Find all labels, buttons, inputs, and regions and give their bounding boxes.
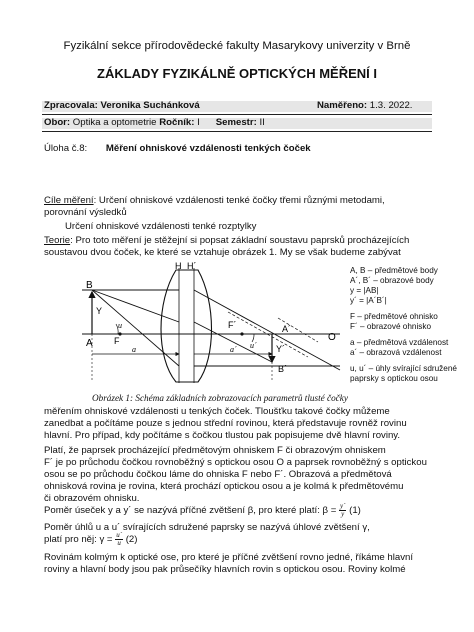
meta-divider-2 (42, 131, 432, 132)
goal-label: Cíle měření (44, 195, 94, 206)
goal-line-1 (44, 195, 385, 207)
task-title: Měření ohniskové vzdálenosti tenkých čoček (105, 143, 311, 154)
meta-divider-1 (42, 114, 432, 115)
theory-label: Teorie (44, 235, 71, 246)
label-F: F (114, 336, 120, 346)
label-B: B (86, 280, 93, 291)
paragraph-1-line: měřením ohniskové vzdálenosti u tenkých čoček. Tloušťku takové čočky můžeme (44, 406, 390, 417)
measured-value: 1.3. 2022. (369, 100, 413, 111)
prepared-by (44, 100, 200, 112)
figure-caption: Obrázek 1: Schéma základních zobrazovacích parametrů tlusté čočky (92, 393, 348, 403)
theory-line-2: soustavou dvou čoček, ke které se vztahuje obrázek 1. My se však budeme zabývat (44, 247, 401, 258)
semester-label: Semestr: (215, 117, 257, 128)
label-A2: A´ (282, 324, 291, 334)
ray-through-f2 (194, 290, 340, 370)
legend-item: A´, B´ – obrazové body (350, 276, 434, 285)
document-title: ZÁKLADY FYZIKÁLNĚ OPTICKÝCH MĚŘENÍ I (97, 66, 377, 81)
label-H: H (175, 262, 182, 271)
label-u: u (118, 321, 122, 330)
beta-fraction (339, 503, 346, 518)
prepared-label: Zpracovala: (44, 100, 98, 111)
legend-item: paprsky s optickou osou (350, 374, 438, 383)
institution-heading: Fyzikální sekce přírodovědecké fakulty Masarykovy univerzity v Brně (63, 40, 411, 52)
legend-item: F – předmětové ohnisko (350, 312, 438, 321)
ray-nodal-in (92, 290, 179, 322)
legend-item: a´ – obrazová vzdálenost (350, 348, 442, 357)
measured-date (317, 100, 412, 112)
year-label: Ročník: (159, 117, 195, 128)
paragraph-1-line: zanedbat a počítáme pouze s jednou střední rovinou, která představuje rovněž rovinu (44, 418, 407, 429)
study-info (44, 117, 265, 129)
beta-numerator: y´ (340, 501, 346, 510)
paragraph-5-line: Rovinám kolmým k optické ose, pro které je příčné zvětšení rovno jedné, říkáme hlavní (44, 552, 413, 563)
ray-through-f (92, 290, 179, 366)
gamma-denominator: u (117, 538, 121, 547)
goal-line-3: Určení ohniskové vzdálenosti tenké rozptylky (65, 221, 257, 232)
paragraph-2-line: či obrazovém ohnisku. (44, 493, 140, 504)
transverse-magnification (44, 501, 361, 521)
label-A: A (86, 338, 93, 349)
legend-item: u, u´ – úhly svírající sdružené (350, 364, 457, 373)
label-u2: u´ (250, 341, 257, 350)
label-F2: F´ (228, 320, 237, 330)
goal-line-2: porovnání výsledků (44, 207, 127, 218)
task-heading (44, 143, 311, 155)
label-Y: Y (96, 306, 103, 316)
field-label: Obor: (44, 117, 71, 128)
focal-point-f2 (240, 332, 243, 335)
paragraph-2-line: osou se po průchodu čočkou láme do ohniska F nebo F´. Obrazová a předmětová (44, 469, 392, 480)
label-O: O (328, 332, 336, 343)
angular-magnification-line-1: Poměr úhlů u a u´ svírajících sdružené paprsky se nazývá úhlové zvětšení γ, (44, 522, 370, 533)
theory-text-1: : Pro toto měření je stěžejní si popsat základní soustavu paprsků procházejících (70, 235, 410, 246)
legend-item: a – předmětová vzdálenost (350, 338, 449, 347)
goal-text-1: : Určení ohniskové vzdálenosti tenké čočky třemi různými metodami, (93, 195, 385, 206)
transverse-magnification-text: Poměr úseček y a y´ se nazývá příčné zvětšení β, pro které platí: β = (44, 505, 337, 516)
label-a2: a´ (230, 345, 237, 354)
legend-item: A, B – předmětové body (350, 266, 438, 275)
lens-outline (161, 270, 212, 382)
legend-item: y = |AB| (350, 286, 379, 295)
prepared-value: Veronika Suchánková (100, 100, 200, 111)
label-Y2: Y´ (276, 344, 285, 354)
paragraph-5-line: roviny a hlavní body jsou pak průsečíky hlavních rovin s optickou osou. Roviny kolmé (44, 564, 406, 575)
beta-denominator: y (341, 509, 345, 518)
theory-line-1 (44, 235, 409, 247)
year-value: I (197, 117, 200, 128)
legend-item: F´ – obrazové ohnisko (350, 322, 432, 331)
label-a: a (132, 345, 136, 354)
semester-value: II (259, 117, 265, 128)
label-B2: B´ (278, 364, 287, 374)
paragraph-2-line: Platí, že paprsek procházející předmětovým ohniskem F či obrazovým ohniskem (44, 445, 386, 456)
dashed-helper-ray (228, 312, 308, 357)
paragraph-2-line: ohnisková rovina je rovina, která prochází optickou osou a je kolmá k předmětovému (44, 481, 404, 492)
gamma-fraction (115, 532, 123, 547)
equation-2-number: (2) (125, 534, 138, 545)
gamma-numerator: u´ (116, 530, 123, 539)
task-label: Úloha č.8: (44, 143, 88, 154)
paragraph-2-line: F´ je po průchodu čočkou rovnoběžný s optickou osou O a paprsek rovnoběžný s optickou (44, 457, 427, 468)
legend-item: y´ = |A´B´| (350, 296, 387, 305)
figure-legend (350, 266, 457, 384)
thick-lens-diagram (78, 262, 346, 384)
label-H2: H´ (187, 262, 197, 271)
measured-label: Naměřeno: (317, 100, 368, 111)
angular-magnification-text: platí pro něj: γ = (44, 534, 113, 545)
equation-1-number: (1) (349, 505, 361, 516)
paragraph-1-line: hlavní. Pro případ, kdy počítáme s čočkou tlustou pak popisujeme dvě hlavní roviny. (44, 430, 401, 441)
angular-magnification-line-2 (44, 530, 137, 550)
field-value: Optika a optometrie (72, 117, 157, 128)
